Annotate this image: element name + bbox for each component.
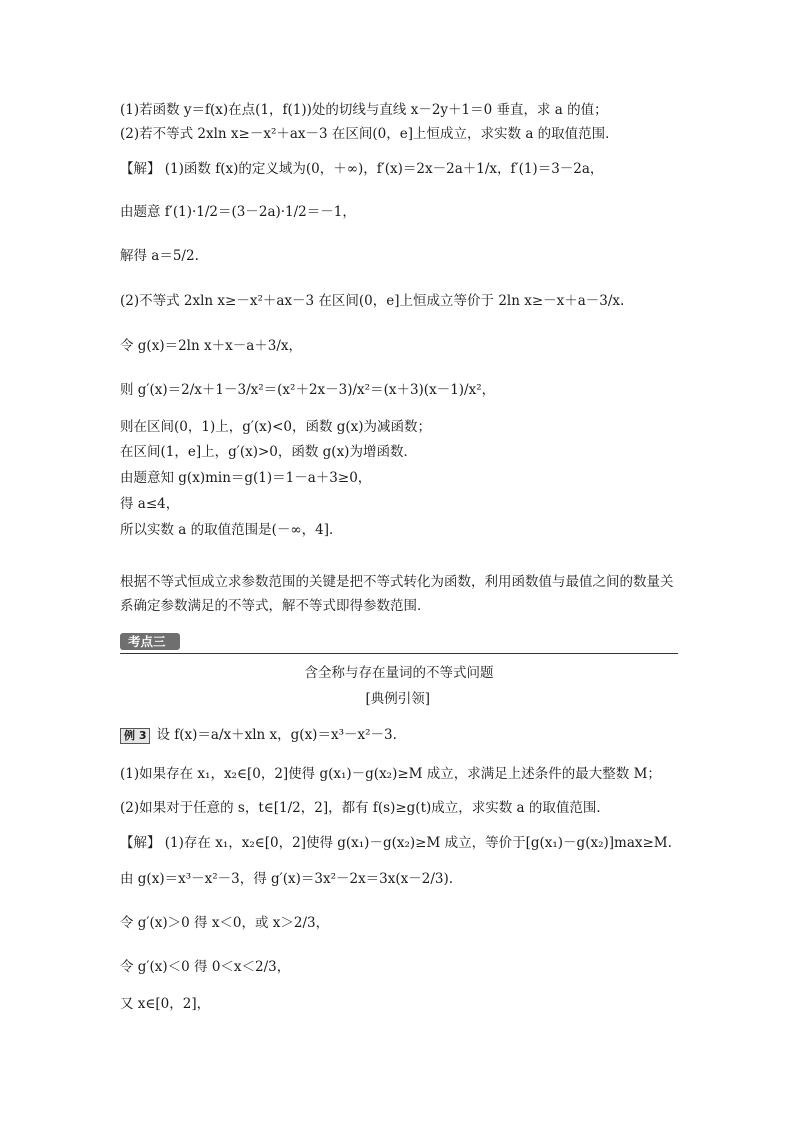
solution-line-1: 【解】 (1)函数 f(x)的定义域为(0，＋∞)，f′(x)＝2x－2a＋1/x，f′(1)＝3－2a， — [120, 161, 604, 177]
guide-label: [典例引领] — [365, 691, 430, 707]
example-badge: 例 3 — [120, 728, 150, 744]
example-solution-2: 由 g(x)＝x³－x²－3，得 g′(x)＝3x²－2x＝3x(x－2/3). — [120, 871, 454, 887]
example-solution-1: 【解】 (1)存在 x₁，x₂∈[0，2]使得 g(x₁)－g(x₂)≥M 成立，等价于[g(x₁)－g(x₂)]max≥M. — [120, 835, 672, 851]
solution-line-2: 由题意 f′(1)·1/2＝(3－2a)·1/2＝－1， — [120, 204, 356, 220]
solution-line-5: 令 g(x)＝2ln x＋x－a＋3/x， — [120, 338, 302, 354]
question-part-2: (2)若不等式 2xln x≥－x²＋ax－3 在区间(0，e]上恒成立，求实数 a 的取值范围． — [120, 126, 619, 142]
example-solution-5: 又 x∈[0，2]， — [120, 996, 211, 1012]
solution-line-8: 在区间(1，e]上，g′(x)>0，函数 g(x)为增函数． — [120, 444, 417, 460]
example-solution-4: 令 g′(x)＜0 得 0＜x＜2/3， — [120, 959, 291, 975]
section-tag — [120, 633, 180, 650]
solution-line-10: 得 a≤4， — [120, 496, 180, 512]
solution-line-4: (2)不等式 2xln x≥－x²＋ax－3 在区间(0，e]上恒成立等价于 2ln x≥－x＋a－3/x. — [120, 293, 625, 309]
section-title: 含全称与存在量词的不等式问题 — [304, 665, 494, 681]
section-divider — [120, 653, 678, 654]
example-statement-text: 设 f(x)＝a/x＋xln x，g(x)＝x³－x²－3. — [156, 727, 397, 743]
solution-line-3: 解得 a＝5/2. — [120, 248, 199, 264]
example-statement — [120, 726, 397, 744]
section-tag-label: 考点三 — [128, 634, 166, 649]
solution-line-11: 所以实数 a 的取值范围是(－∞，4]． — [120, 522, 343, 538]
example-solution-3: 令 g′(x)＞0 得 x＜0，或 x＞2/3， — [120, 915, 330, 931]
method-summary: 根据不等式恒成立求参数范围的关键是把不等式转化为函数，利用函数值与最值之间的数量关系确定参数满足的不等式，解不等式即得参数范围． — [120, 574, 674, 614]
solution-line-7: 则在区间(0，1)上，g′(x)<0，函数 g(x)为减函数； — [120, 419, 432, 435]
example-part-2: (2)如果对于任意的 s，t∈[1/2，2]，都有 f(s)≥g(t)成立，求实数 a 的取值范围． — [120, 800, 610, 816]
solution-line-9: 由题意知 g(x)min＝g(1)＝1－a＋3≥0， — [120, 470, 372, 486]
example-part-1: (1)如果存在 x₁，x₂∈[0，2]使得 g(x₁)－g(x₂)≥M 成立，求满足上述条件的最大整数 M； — [120, 766, 661, 782]
question-part-1: (1)若函数 y＝f(x)在点(1，f(1))处的切线与直线 x－2y＋1＝0 垂直，求 a 的值； — [120, 102, 608, 118]
solution-line-6: 则 g′(x)＝2/x＋1－3/x²＝(x²＋2x－3)/x²＝(x＋3)(x－1)/x²， — [120, 382, 496, 398]
